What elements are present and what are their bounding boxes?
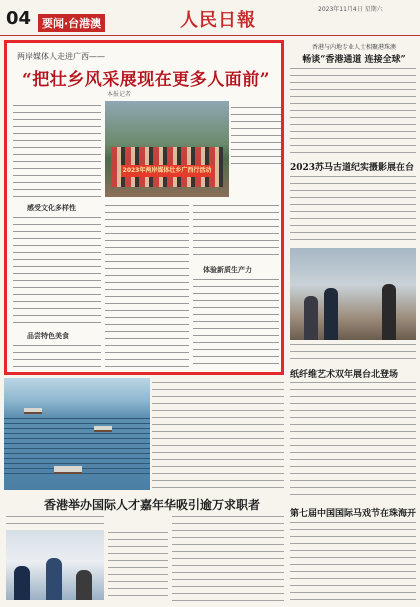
article-photo: [105, 101, 229, 197]
sea-farm-photo: [4, 378, 150, 490]
section-label: 要闻·台港澳: [38, 14, 105, 32]
subhead-productivity: 体验新质生产力: [203, 266, 252, 274]
article-body-col3b: [193, 277, 279, 369]
right-photo-caption: [290, 342, 416, 362]
right-body-3: [290, 380, 416, 500]
subhead-food: 品尝特色美食: [27, 332, 69, 340]
right-body-1: [290, 66, 416, 154]
article-body-col1: [13, 215, 101, 325]
bottom-body-right: [172, 514, 284, 602]
bottom-photo: [6, 530, 104, 600]
right-kicker: 香港与内地专业人士相聚港珠澳: [311, 44, 396, 51]
article-body-col1b: [13, 343, 101, 369]
article-body-col3a: [193, 203, 279, 261]
article-byline: 本报记者: [107, 91, 132, 98]
page-number: 04: [6, 8, 32, 29]
bottom-body-left: [6, 514, 104, 528]
page-header: [0, 0, 420, 36]
article-headline: “把壮乡风采展现在更多人面前”: [21, 70, 271, 90]
right-body-4: [290, 520, 416, 602]
sea-photo-caption: [152, 380, 284, 488]
masthead-logo: 人民日報: [180, 10, 256, 31]
subhead-culture: 感受文化多样性: [27, 204, 76, 212]
right-headline[interactable]: 畅谈“香港通道 连接全球”: [302, 55, 406, 65]
article-kicker: 两岸媒体人走进广西——: [17, 52, 105, 61]
right-photo: [290, 248, 416, 340]
right-headline-circus[interactable]: 第七届中国国际马戏节在珠海开: [290, 509, 417, 519]
right-body-2: [290, 174, 416, 244]
highlighted-article[interactable]: [4, 40, 284, 375]
article-intro-text: [13, 103, 101, 199]
bottom-photo-caption: [108, 530, 168, 600]
photo-caption: [231, 105, 281, 165]
issue-date: 2023年11月4日 星期六: [318, 6, 383, 13]
right-headline-exhibition[interactable]: 2023苏马古道纪实摄影展在台: [290, 163, 415, 173]
photo-banner: 2023年两岸媒体壮乡广西行活动: [121, 165, 213, 177]
article-body-col2: [105, 203, 189, 369]
bottom-headline[interactable]: 香港举办国际人才嘉年华吸引逾万求职者: [43, 498, 260, 512]
right-headline-fiber-art[interactable]: 纸纤维艺术双年展台北登场: [290, 370, 399, 380]
